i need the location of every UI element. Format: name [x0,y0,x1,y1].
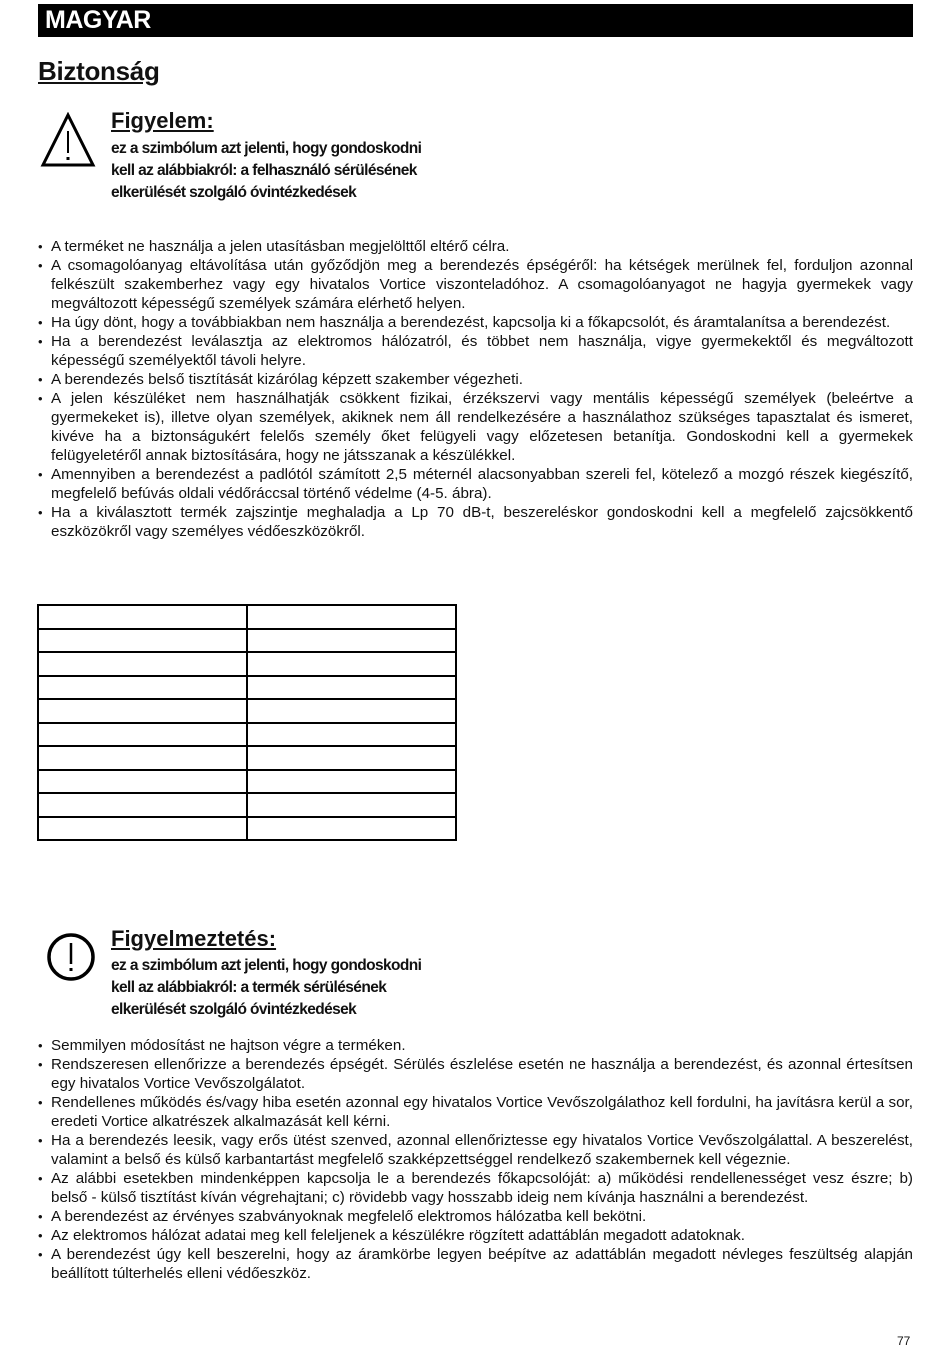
warning-description [111,955,421,1021]
caution-list [38,237,913,541]
table-cell [38,770,247,794]
table-cell [247,746,456,770]
page-title: Biztonság [38,56,160,86]
table-row [38,699,456,723]
warning-title: Figyelmeztetés: [111,926,277,951]
table-row [38,652,456,676]
list-item: • Az elektromos hálózat adatai meg kell feleljenek a készülékre rögzített adattáblán megadott adatoknak. [38,1226,913,1245]
table-row [38,793,456,817]
warning-line: elkerülését szolgáló óvintézkedések [111,1001,357,1018]
table-cell [247,629,456,653]
table-cell [247,676,456,700]
list-item: • A berendezést úgy kell beszerelni, hogy az áramkörbe legyen beépítve az adattáblán megadott névleges feszültség alapján beállított túlterhelés elleni védőeszköz. [38,1245,913,1283]
table-row [38,605,456,629]
list-item: • Amennyiben a berendezést a padlótól számított 2,5 méternél alacsonyabban szereli fel, kötelező a mozgó részek kiegészítő, megfelelő befúvás oldali védőráccsal történő védelme (4-5. ábra). [38,465,913,503]
list-item: • Ha a berendezés leesik, vagy erős ütést szenved, azonnal ellenőriztesse egy hivatalos Vortice Vevőszolgálattal. A beszerelést, valamint a belső és külső karbantartást megfelelő szakképzettséggel rendelkező szakembernek kell végeznie. [38,1131,913,1169]
list-item: • A jelen készüléket nem használhatják csökkent fizikai, érzékszervi vagy mentális képességű személyek (beleértve a gyermekeket is), illetve olyan személyek, akiknek nem áll rendelkezésére a használathoz szükséges tapasztalat és ismeret, kivéve ha a biztonságukért felelős személy őket felügyeli vagy előzetesen betanítja. Gondoskodni kell a gyermekek felügyeletéről annak biztosítására, hogy ne játsszanak a készülékkel. [38,389,913,465]
table-row [38,629,456,653]
list-item: • Rendszeresen ellenőrizze a berendezés épségét. Sérülés észlelése esetén ne használja a berendezést, és azonnal értesítsen egy hivatalos Vortice Vevőszolgálatot. [38,1055,913,1093]
list-item: • Ha a kiválasztott termék zajszintje meghaladja a Lp 70 dB-t, beszereléskor gondoskodni kell a megfelelő zajcsökkentő eszközökről vagy személyes védőeszközökről. [38,503,913,541]
table-row [38,770,456,794]
warning-line: ez a szimbólum azt jelenti, hogy gondoskodni [111,957,422,974]
table-cell [247,817,456,841]
language-header: MAGYAR [38,4,913,37]
warning-line: kell az alábbiakról: a termék sérülésének [111,979,387,996]
caution-line: kell az alábbiakról: a felhasználó sérülésének [111,162,417,179]
table-cell [247,770,456,794]
list-item: • A berendezés belső tisztítását kizárólag képzett szakember végezheti. [38,370,913,389]
table-cell [247,793,456,817]
table-cell [38,652,247,676]
caution-line: elkerülését szolgáló óvintézkedések [111,184,357,201]
exclamation-circle-icon [46,932,96,982]
warning-list [38,1036,913,1283]
list-item: • Ha a berendezést leválasztja az elektromos hálózatról, és többet nem használja, vigye gyermekektől és megváltozott képességű személyektől távoli helyre. [38,332,913,370]
list-item: • Rendellenes működés és/vagy hiba esetén azonnal egy hivatalos Vortice Vevőszolgálathoz kell fordulni, ha javításra kerül a sor, eredeti Vortice alkatrészek alkalmazását kell kérni. [38,1093,913,1131]
table-row [38,746,456,770]
table-row [38,817,456,841]
table-cell [38,629,247,653]
caution-title: Figyelem: [111,108,214,133]
list-item: • Az alábbi esetekben mindenképpen kapcsolja le a berendezés főkapcsolóját: a) működési rendellenességet vesz észre; b) belső - külső tisztítást kíván végrehajtani; c) rövidebb vagy hosszabb ideig nem kívánja használni a berendezést. [38,1169,913,1207]
list-item: • A terméket ne használja a jelen utasításban megjelölttől eltérő célra. [38,237,913,256]
table-cell [247,699,456,723]
page-number: 77 [897,1334,911,1348]
table-cell [38,793,247,817]
table-cell [247,605,456,629]
table-cell [38,723,247,747]
table-cell [38,699,247,723]
table-row [38,723,456,747]
list-item: • A csomagolóanyag eltávolítása után győződjön meg a berendezés épségéről: ha kétségek merülnek fel, forduljon azonnal felkészült szakemberhez vagy egy hivatalos Vortice viszonteladóhoz. A csomagolóanyagot ne hagyja gyermekek vagy megváltozott képességű személyek számára elérhető helyen. [38,256,913,313]
table-row [38,676,456,700]
caution-line: ez a szimbólum azt jelenti, hogy gondoskodni [111,140,422,157]
table-cell [38,746,247,770]
list-item: • Semmilyen módosítást ne hajtson végre a terméken. [38,1036,913,1055]
table-cell [38,817,247,841]
list-item: • A berendezést az érvényes szabványoknak megfelelő elektromos hálózatba kell bekötni. [38,1207,913,1226]
table-cell [247,652,456,676]
list-item: • Ha úgy dönt, hogy a továbbiakban nem használja a berendezést, kapcsolja ki a főkapcsolót, és áramtalanítsa a berendezést. [38,313,913,332]
caution-description [111,138,421,204]
table-cell [38,605,247,629]
empty-table [37,604,457,841]
warning-triangle-icon [40,112,96,168]
table-cell [247,723,456,747]
table-cell [38,676,247,700]
